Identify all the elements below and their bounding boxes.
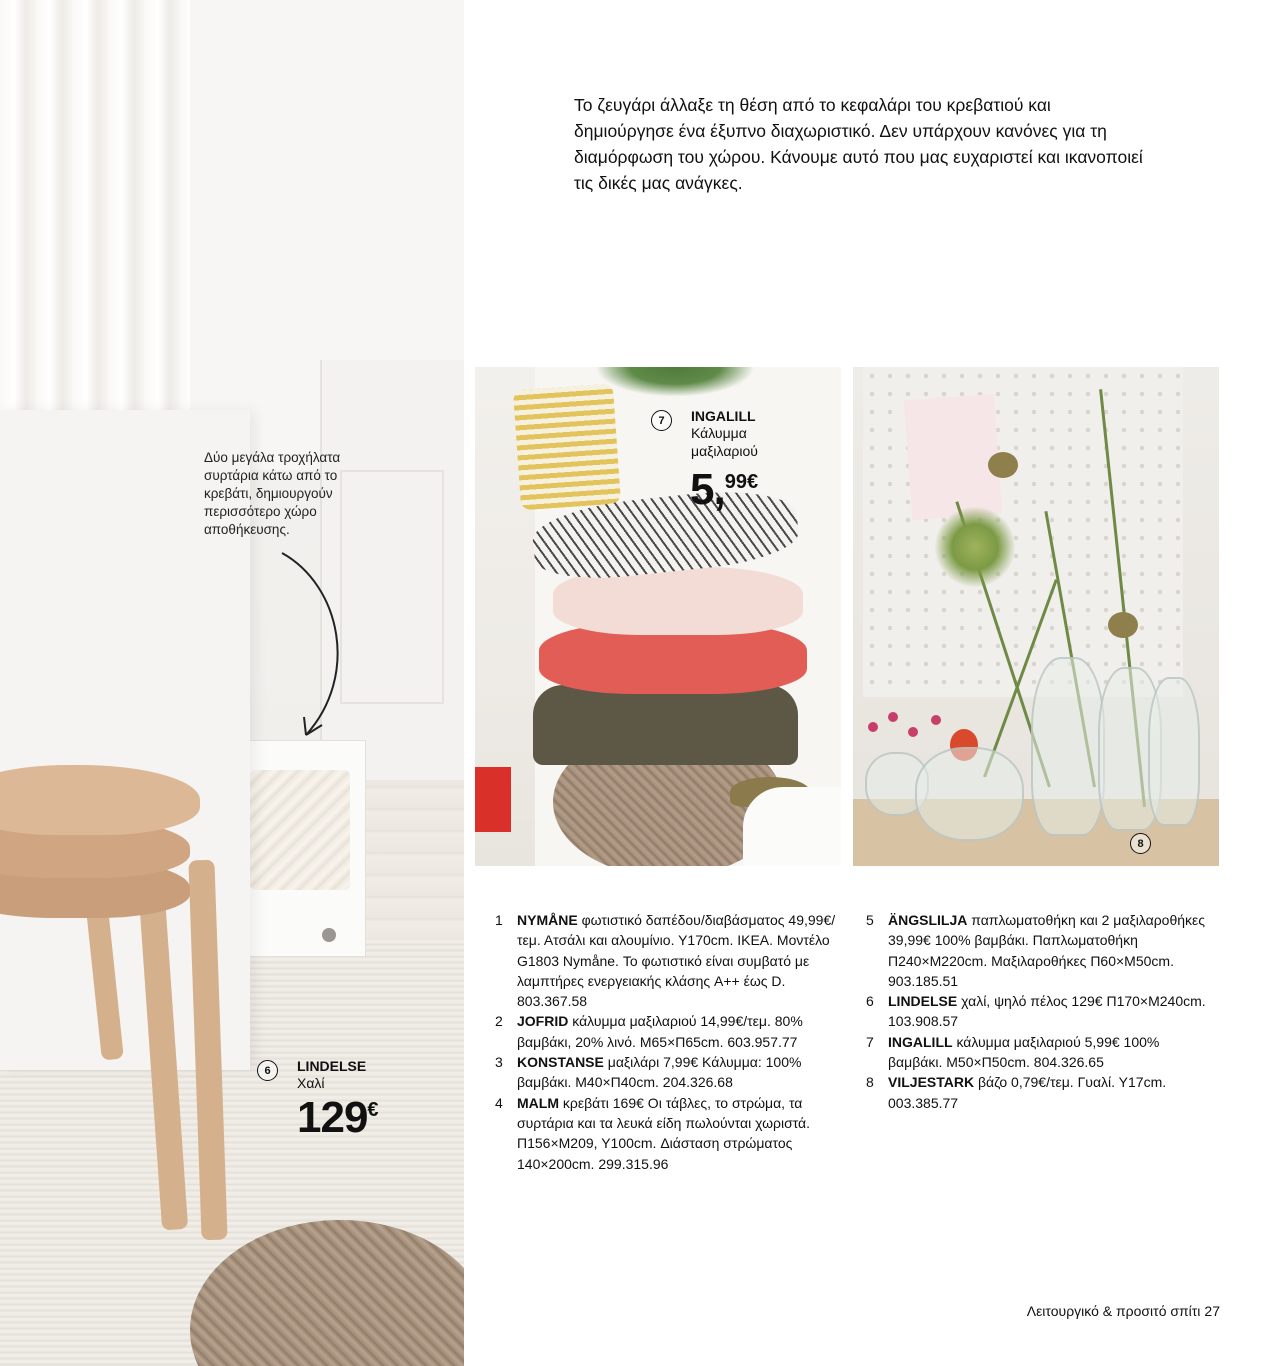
product-name: INGALILL bbox=[888, 1033, 953, 1050]
glass-vase bbox=[1031, 657, 1105, 836]
product-tag-ingalill bbox=[651, 408, 831, 468]
item-number: 7 bbox=[866, 1033, 874, 1050]
product-tag-viljestark bbox=[1130, 831, 1154, 855]
item-number: 4 bbox=[495, 1094, 503, 1111]
product-tag-lindelse bbox=[257, 1058, 437, 1098]
item-number: 8 bbox=[866, 1074, 874, 1091]
product-name: LINDELSE bbox=[888, 993, 958, 1010]
product-name: INGALILL bbox=[691, 408, 756, 424]
product-description: χαλί, ψηλό πέλος 129€ Π170×Μ240cm. 103.908.57 bbox=[888, 993, 1206, 1030]
vases-photo bbox=[853, 367, 1219, 866]
item-number: 6 bbox=[866, 993, 874, 1010]
page-footer bbox=[990, 1303, 1220, 1319]
product-description: βάζο 0,79€/τεμ. Γυαλί. Υ17cm. 003.385.77 bbox=[888, 1074, 1167, 1111]
storage-callout: Δύο μεγάλα τροχήλατα συρτάρια κάτω από το κρεβάτι, δημιουργούν περισσότερο χώρο αποθήκευσης. bbox=[204, 450, 341, 537]
blanket bbox=[250, 770, 350, 890]
intro-paragraph: Το ζευγάρι άλλαξε τη θέση από το κεφαλάρι του κρεβατιού και δημιούργησε ένα έξυπνο διαχωριστικό. Δεν υπάρχουν κανόνες για τη διαμόρφωση του χώρου. Κάνουμε αυτό που μας ευχαριστεί και ικανοποιεί τις δικές μας ανάγκες. bbox=[574, 95, 1143, 193]
product-name: ÄNGSLILJA bbox=[888, 912, 968, 928]
product-name: NYMÅNE bbox=[517, 912, 578, 928]
striped-towel bbox=[513, 384, 621, 511]
product-description: μαξιλάρι 7,99€ Κάλυμμα: 100% βαμβάκι. Μ40×Π40cm. 204.326.68 bbox=[517, 1054, 802, 1091]
product-number-badge: 7 bbox=[651, 410, 672, 431]
drawer-wheel bbox=[322, 928, 336, 942]
page-number: 27 bbox=[1204, 1303, 1220, 1319]
price-ingalill bbox=[690, 465, 758, 515]
list-item bbox=[866, 991, 1211, 1032]
red-box bbox=[475, 767, 511, 832]
pink-bloom bbox=[931, 715, 941, 725]
pink-bloom bbox=[868, 722, 878, 732]
curved-arrow-icon bbox=[270, 545, 360, 745]
product-description: παπλωματοθήκη και 2 μαξιλαροθήκες 39,99€ 100% βαμβάκι. Παπλωματοθήκη Π240×Μ220cm. Μαξιλαροθήκες Π60×Μ50cm. 903.185.51 bbox=[888, 912, 1206, 989]
list-item bbox=[495, 1093, 840, 1174]
list-item bbox=[495, 1052, 840, 1093]
curtain bbox=[0, 0, 190, 470]
price-lindelse bbox=[297, 1093, 379, 1143]
price-main: 129 bbox=[297, 1093, 368, 1142]
product-type: μαξιλαριού bbox=[691, 443, 758, 459]
flower-bud bbox=[988, 452, 1018, 478]
product-description: κρεβάτι 169€ Οι τάβλες, το στρώμα, τα συρτάρια και τα λευκά είδη πωλούνται χωριστά. Π156×Μ209, Υ100cm. Διάσταση στρώματος 140×200cm. 299.315.96 bbox=[517, 1094, 811, 1172]
product-type: Χαλί bbox=[297, 1075, 325, 1091]
item-number: 5 bbox=[866, 912, 874, 928]
product-description: κάλυμμα μαξιλαριού 5,99€ 100% βαμβάκι. Μ50×Π50cm. 804.326.65 bbox=[888, 1033, 1160, 1071]
wild-carrot-flower bbox=[935, 507, 1015, 587]
product-list-column-2 bbox=[866, 910, 1211, 1113]
plant bbox=[595, 367, 755, 397]
product-type: Κάλυμμα bbox=[691, 425, 747, 441]
list-item bbox=[866, 910, 1211, 991]
product-list-column-1 bbox=[495, 910, 840, 1174]
product-name: KONSTANSE bbox=[517, 1054, 604, 1071]
product-description: φωτιστικό δαπέδου/διαβάσματος 49,99€/τεμ. Ατσάλι και αλουμίνιο. Υ170cm. ΙΚΕΑ. Μοντέλο G1803 Nymåne. Το φωτιστικό είναι συμβατό με λαμπτήρες ενεργειακής κλάσης A++ έως D. 803.367.58 bbox=[517, 912, 836, 1010]
section-title: Λειτουργικό & προσιτό σπίτι bbox=[1026, 1303, 1201, 1319]
product-name: LINDELSE bbox=[297, 1058, 367, 1074]
glass-vase bbox=[1148, 677, 1200, 826]
product-number-badge: 6 bbox=[257, 1060, 278, 1081]
throw-blanket bbox=[533, 685, 798, 765]
product-name: VILJESTARK bbox=[888, 1074, 975, 1091]
flower-bud bbox=[1108, 612, 1138, 638]
product-name: JOFRID bbox=[517, 1013, 569, 1030]
cushions-photo bbox=[475, 367, 841, 866]
pink-bloom bbox=[908, 727, 918, 737]
list-item bbox=[866, 1072, 1211, 1113]
item-number: 2 bbox=[495, 1013, 503, 1030]
list-item bbox=[495, 1011, 840, 1052]
price-decimal: € bbox=[367, 1099, 379, 1121]
pinned-card bbox=[904, 394, 1002, 520]
bedroom-photo bbox=[0, 0, 464, 1366]
price-main: 5, bbox=[690, 465, 725, 514]
list-item bbox=[866, 1032, 1211, 1073]
item-number: 3 bbox=[495, 1054, 503, 1071]
product-number-badge: 8 bbox=[1130, 833, 1151, 854]
product-name: MALM bbox=[517, 1094, 559, 1111]
product-description: κάλυμμα μαξιλαριού 14,99€/τεμ. 80% βαμβάκι, 20% λινό. Μ65×Π65cm. 603.957.77 bbox=[517, 1013, 803, 1050]
item-number: 1 bbox=[495, 912, 503, 928]
list-item bbox=[495, 910, 840, 1011]
price-decimal: 99€ bbox=[724, 471, 759, 493]
white-cushion bbox=[743, 787, 841, 866]
pink-bloom bbox=[888, 712, 898, 722]
glass-vase bbox=[915, 747, 1024, 841]
